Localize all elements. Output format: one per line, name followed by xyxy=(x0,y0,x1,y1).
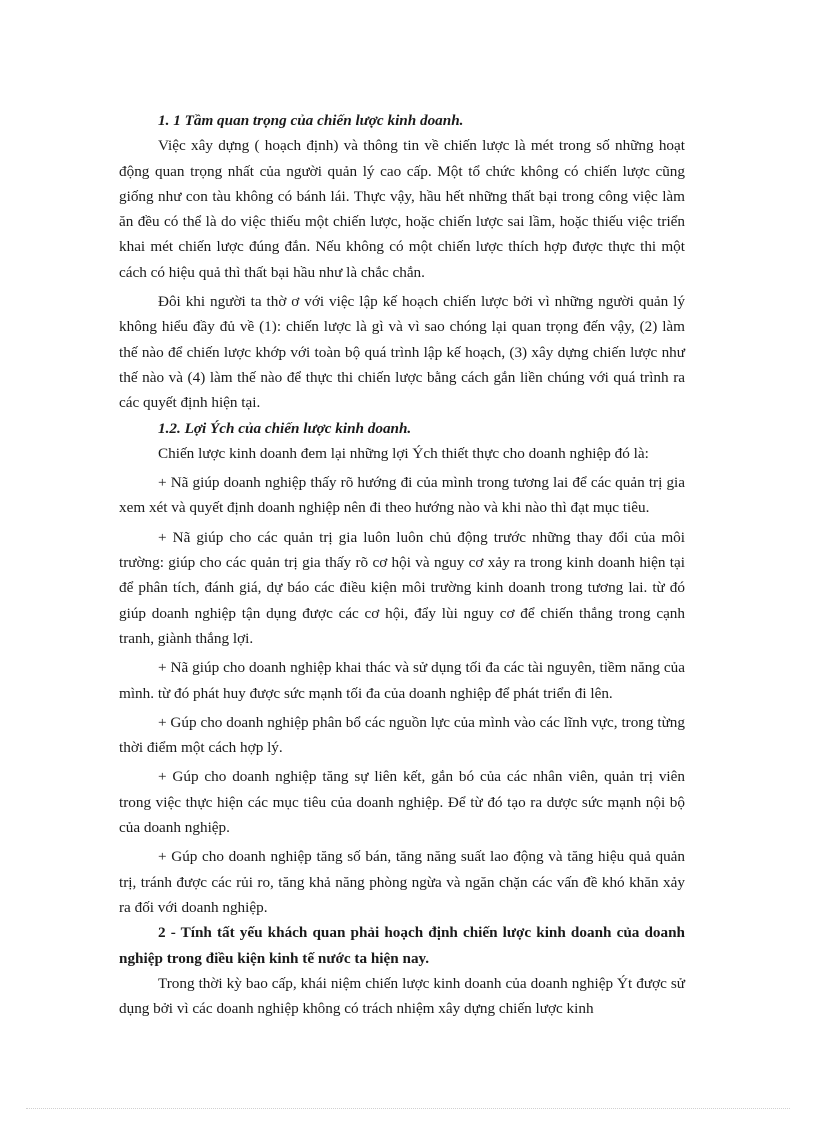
paragraph-benefits-intro: Chiến lược kinh doanh đem lại những lợi Ých thiết thực cho doanh nghiệp đó là: xyxy=(158,444,649,462)
heading-importance-of-strategy: 1. 1 Tầm quan trọng của chiến lược kinh doanh. xyxy=(158,112,464,129)
bullet-benefit-resources: + Nã giúp cho doanh nghiệp khai thác và sử dụng tối đa các tài nguyên, tiềm năng của mình. từ đó phát huy được sức mạnh tối đa của doanh nghiệp để phát triển đi lên. xyxy=(119,659,685,702)
bullet-benefit-allocation: + Gúp cho doanh nghiệp phân bổ các nguồn lực của mình vào các lĩnh vực, trong từng thời điểm một cách hợp lý. xyxy=(119,713,685,757)
page-bottom-border xyxy=(26,1108,790,1109)
document-body xyxy=(119,108,685,1021)
paragraph-subsidy-period: Trong thời kỳ bao cấp, khái niệm chiến lược kinh doanh của doanh nghiệp Ýt được sử dụng bởi vì các doanh nghiệp không có trách nhiệm xây dựng chiến lược kinh xyxy=(119,974,685,1018)
paragraph-managers-neglect: Đôi khi người ta thờ ơ với việc lập kế hoạch chiến lược bởi vì những người quản lý không hiểu đầy đủ về (1): chiến lược là gì và vì sao chóng lại quan trọng đến vậy, (2) làm thế nào để chiến lược khớp với toàn bộ quá trình lập kế hoạch, (3) xây dựng chiến lược như thế nào và (4) làm thế nào để thực thi chiến lược bằng cách gắn liền chúng với quá trình ra các quyết định hiện tại. xyxy=(119,293,685,412)
bullet-benefit-sales: + Gúp cho doanh nghiệp tăng số bán, tăng năng suất lao động và tăng hiệu quả quản trị, tránh được các rủi ro, tăng khả năng phòng ngừa và ngăn chặn các vấn đề khó khăn xảy ra đối với doanh nghiệp. xyxy=(119,848,685,916)
section-heading-necessity: 2 - Tính tất yếu khách quan phải hoạch định chiến lược kinh doanh của doanh nghiệp trong điều kiện kinh tế nước ta hiện nay. xyxy=(119,924,685,967)
bullet-benefit-cohesion: + Gúp cho doanh nghiệp tăng sự liên kết, gắn bó của các nhân viên, quản trị viên trong việc thực hiện các mục tiêu của doanh nghiệp. Để từ đó tạo ra dược sức mạnh nội bộ của doanh nghiệp. xyxy=(119,768,685,837)
heading-benefits-of-strategy: 1.2. Lợi Ých của chiến lược kinh doanh. xyxy=(158,419,412,437)
paragraph-strategy-role: Việc xây dựng ( hoạch định) và thông tin về chiến lược là mét trong số những hoạt động quan trọng nhất của người quản lý cao cấp. Một tổ chức không có chiến lược cũng giống như con tàu không có bánh lái. Thực vậy, hầu hết những thất bại trong công việc làm ăn đều có thể là do việc thiếu một chiến lược, hoặc chiến lược sai lầm, hoặc thiếu việc triển khai mét chiến lược đúng đắn. Nếu không có một chiến lược thích hợp được thực thi một cách có hiệu quả thì thất bại hầu như là chắc chắn. xyxy=(119,137,685,281)
bullet-benefit-direction: + Nã giúp doanh nghiệp thấy rõ hướng đi của mình trong tương lai để các quản trị gia xem xét và quyết định doanh nghiệp nên đi theo hướng nào và khi nào thì đạt mục tiêu. xyxy=(119,474,685,517)
bullet-benefit-proactive: + Nã giúp cho các quản trị gia luôn luôn chủ động trước những thay đổi của môi trường: giúp cho các quản trị gia thấy rõ cơ hội và nguy cơ xảy ra trong kinh doanh hiện tại để phân tích, đánh giá, dự báo các điều kiện môi trường kinh doanh trong tương lai. từ đó giúp doanh nghiệp tận dụng được các cơ hội, đẩy lùi nguy cơ để chiến thắng trong cạnh tranh, giành thắng lợi. xyxy=(119,528,685,647)
